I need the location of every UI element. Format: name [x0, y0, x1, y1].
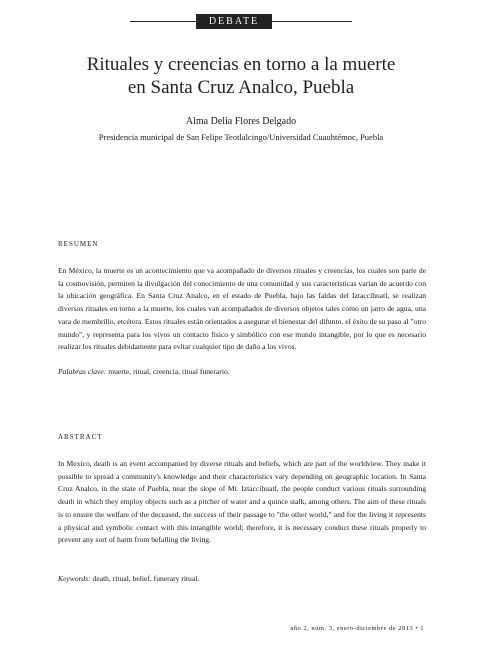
keywords-values: death, ritual, belief, funerary ritual. [92, 574, 200, 583]
article-title [0, 53, 482, 99]
header-rule-left [130, 21, 196, 22]
resumen-keywords [58, 366, 426, 378]
resumen-heading: RESUMEN [58, 240, 99, 248]
keywords-values: muerte, ritual, creencia, ritual funerario. [108, 367, 230, 376]
author-name: Alma Delia Flores Delgado [185, 116, 297, 127]
page-footer: año 2, núm. 3, enero-diciembre de 2013 • 1 [290, 625, 424, 632]
title-line-2: en Santa Cruz Analco, Puebla [127, 77, 355, 98]
abstract-heading: ABSTRACT [58, 433, 103, 441]
author-affiliation: Presidencia municipal de San Felipe Teotlalcingo/Universidad Cuauhtémoc, Puebla [98, 132, 384, 142]
section-tag: DEBATE [196, 14, 272, 29]
header-rule-right [272, 21, 352, 22]
resumen-text: En México, la muerte es un acontecimiento que va acompañado de diversos rituales y creencias, los cuales son parte de la cosmovisión, permiten la divulgación del conocimiento de una comunidad y sus características varían de acuerdo con la ubicación geográfica. En Santa Cruz Analco, en el estado de Puebla, bajo las faldas del Iztaccíhuatl, se realizan diversos rituales en torno a la muerte, los cuales van acompañados de diversos objetos tales como un jarro de agua, una vara de membrillo, etcétera. Estos rituales están orientados a asegurar el bienestar del difunto, el éxito de su paso al "otro mundo", y representa para los vivos un contacto físico y simbólico con ese mundo intangible, por lo que es necesario realizar los rituales debidamente para evitar cualquier tipo de daño a los vivos. [58, 266, 426, 352]
title-line-1: Rituales y creencias en torno a la muerte [86, 54, 396, 75]
abstract-text: In Mexico, death is an event accompanied by diverse rituals and beliefs, which are part of the worldview. They make it possible to spread a community's knowledge and their characteristics vary depending on geographic location. In Santa Cruz Analco, in the state of Puebla, near the slope of Mt. Iztaccíhuatl, the people conduct various rituals surrounding death in which they employ objects such as a pitcher of water and a quince stalk, among others. The aim of these rituals is to ensure the welfare of the deceased, the success of their passage to "the other world," and for the living it represents a physical and symbolic contact with this intangible world; therefore, it is necessary conduct these rituals properly to prevent any sort of harm from befalling the living. [58, 459, 426, 545]
abstract-keywords [58, 573, 426, 585]
keywords-label: Keywords: [58, 574, 91, 583]
keywords-label: Palabras clave: [58, 367, 107, 376]
